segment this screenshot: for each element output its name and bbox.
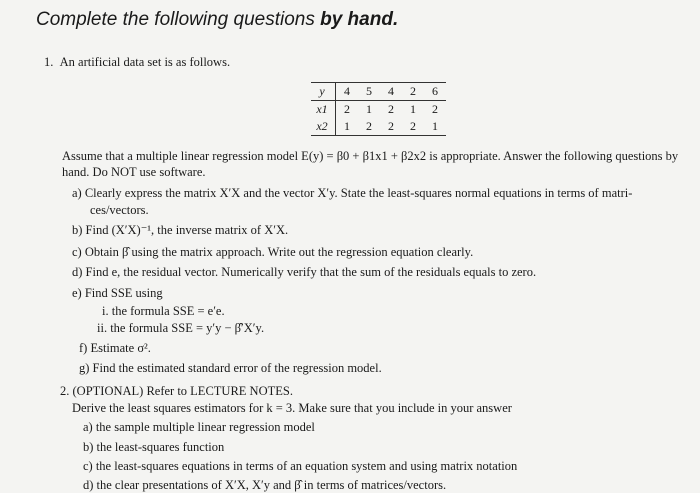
table-row: x2 1 2 2 2 1 xyxy=(311,118,446,136)
part-d: d) Find e, the residual vector. Numerically verify that the sum of the residuals equals to zero. xyxy=(72,265,537,279)
part-a-line-1: a) Clearly express the matrix X′X and the vector X′y. State the least-squares normal equations in terms of matri- xyxy=(72,186,633,200)
data-table xyxy=(311,82,446,136)
assume-line-2: hand. Do NOT use software. xyxy=(62,165,206,179)
q2-intro: Derive the least squares estimators for k = 3. Make sure that you include in your answer xyxy=(72,401,512,415)
part-e: e) Find SSE using xyxy=(72,286,163,300)
q1-intro: 1. An artificial data set is as follows. xyxy=(44,55,231,69)
q2-part-b: b) the least-squares function xyxy=(83,440,225,454)
q2-part-d: d) the clear presentations of X′X, X′y and β̂ in terms of matrices/vectors. xyxy=(83,478,447,492)
part-e-ii: ii. the formula SSE = y′y − β̂′X′y. xyxy=(97,321,265,335)
q2-part-a: a) the sample multiple linear regression model xyxy=(83,420,315,434)
part-b: b) Find (X′X)⁻¹, the inverse matrix of X′X. xyxy=(72,223,289,237)
part-g: g) Find the estimated standard error of the regression model. xyxy=(79,361,382,375)
q2-part-c: c) the least-squares equations in terms of an equation system and using matrix notation xyxy=(83,459,518,473)
part-c: c) Obtain β̂ using the matrix approach. Write out the regression equation clearly. xyxy=(72,245,474,259)
part-f: f) Estimate σ². xyxy=(79,341,151,355)
table-row: x1 2 1 2 1 2 xyxy=(311,101,446,119)
part-a-line-2: ces/vectors. xyxy=(90,203,149,217)
part-e-i: i. the formula SSE = e′e. xyxy=(102,304,225,318)
assume-line-1: Assume that a multiple linear regression model E(y) = β0 + β1x1 + β2x2 is appropriate. Answer the following questions by xyxy=(62,149,679,163)
table-row: y 4 5 4 2 6 xyxy=(311,83,446,101)
page-heading: Complete the following questions by hand. xyxy=(36,9,399,30)
q2-heading: 2. (OPTIONAL) Refer to LECTURE NOTES. xyxy=(60,384,293,398)
